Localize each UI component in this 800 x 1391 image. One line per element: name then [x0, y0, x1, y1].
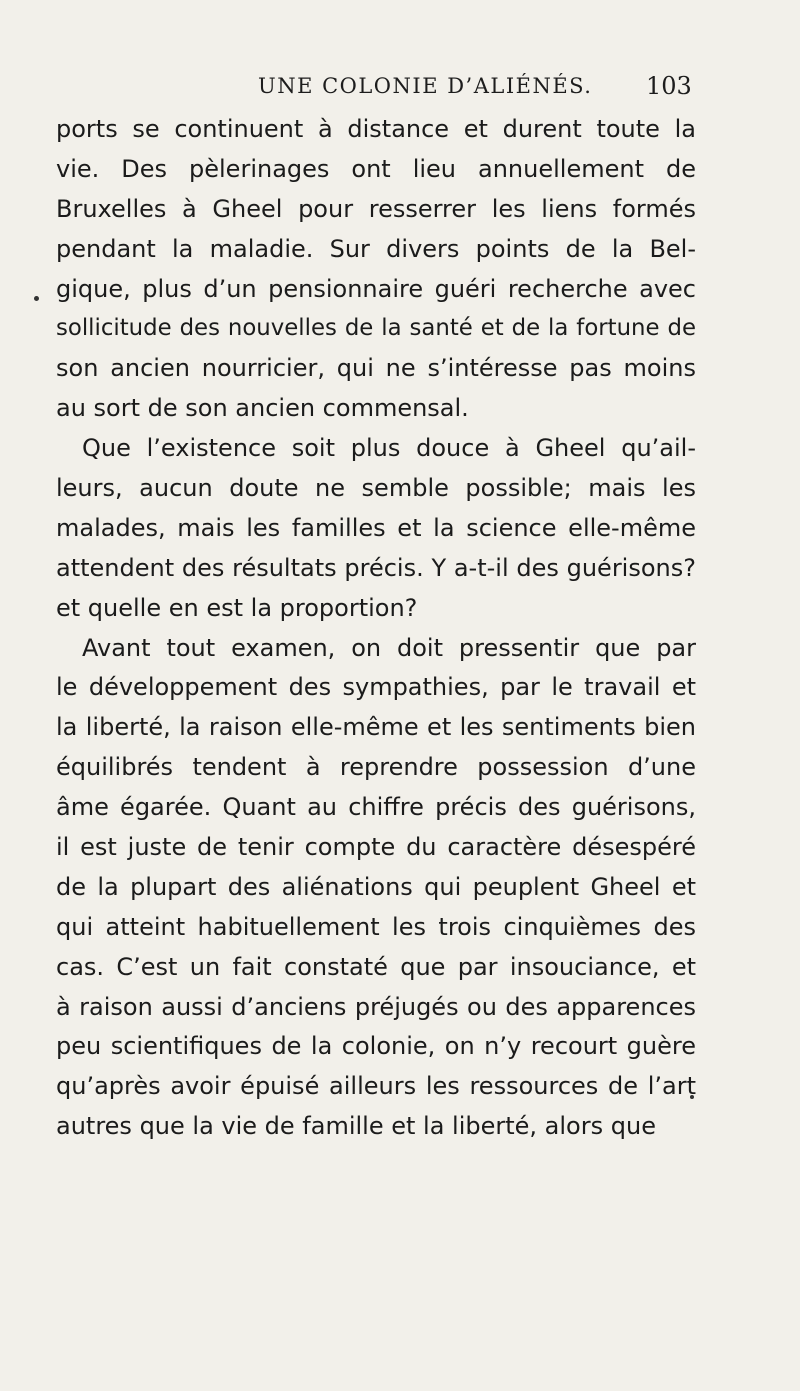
- text-line: pendant la maladie. Sur divers points de la Bel-: [56, 234, 696, 263]
- text-line: à raison aussi d’anciens préjugés ou des apparences: [56, 992, 696, 1021]
- text-line: équilibrés tendent à reprendre possession d’une: [56, 753, 696, 782]
- text-line: au sort de son ancien commensal.: [56, 394, 469, 423]
- text-line: le développement des sympathies, par le travail et: [56, 673, 696, 702]
- running-head: [0, 74, 800, 110]
- text-line: qui atteint habituellement les trois cinquièmes des: [56, 912, 696, 941]
- text-line: Avant tout examen, on doit pressentir que par: [82, 633, 696, 662]
- body-text: [56, 110, 696, 1147]
- text-line: malades, mais les familles et la science elle-même: [56, 513, 696, 542]
- text-line: qu’après avoir épuisé ailleurs les ressources de l’art: [56, 1072, 696, 1101]
- text-line: son ancien nourricier, qui ne s’intéresse pas moins: [56, 354, 696, 383]
- text-line: ports se continuent à distance et durent toute la: [56, 115, 696, 143]
- text-line: et quelle en est la proportion?: [56, 593, 418, 622]
- text-line: attendent des résultats précis. Y a-t-il des guérisons?: [56, 553, 696, 582]
- text-line: il est juste de tenir compte du caractère désespéré: [56, 833, 696, 862]
- text-line: de la plupart des aliénations qui peuplent Gheel et: [56, 872, 696, 901]
- text-line: autres que la vie de famille et la liberté, alors que: [56, 1112, 656, 1141]
- text-line: leurs, aucun doute ne semble possible; mais les: [56, 474, 696, 503]
- text-line: Bruxelles à Gheel pour resserrer les liens formés: [56, 194, 696, 223]
- text-line: âme égarée. Quant au chiffre précis des guérisons,: [56, 793, 696, 822]
- text-line: gique, plus d’un pensionnaire guéri recherche avec: [56, 274, 696, 303]
- text-line: la liberté, la raison elle-même et les sentiments bien: [56, 713, 696, 742]
- margin-dot-mark: [34, 296, 39, 301]
- text-line: cas. C’est un fait constaté que par insouciance, et: [56, 952, 696, 981]
- text-line: peu scientifiques de la colonie, on n’y recourt guère: [56, 1032, 696, 1061]
- text-line: sollicitude des nouvelles de la santé et de la fortune de: [56, 315, 696, 342]
- text-line: vie. Des pèlerinages ont lieu annuellement de: [56, 154, 696, 183]
- page-number: 103: [646, 72, 692, 100]
- text-line: Que l’existence soit plus douce à Gheel qu’ail-: [82, 434, 696, 463]
- running-title: UNE COLONIE D’ALIÉNÉS.: [258, 74, 593, 98]
